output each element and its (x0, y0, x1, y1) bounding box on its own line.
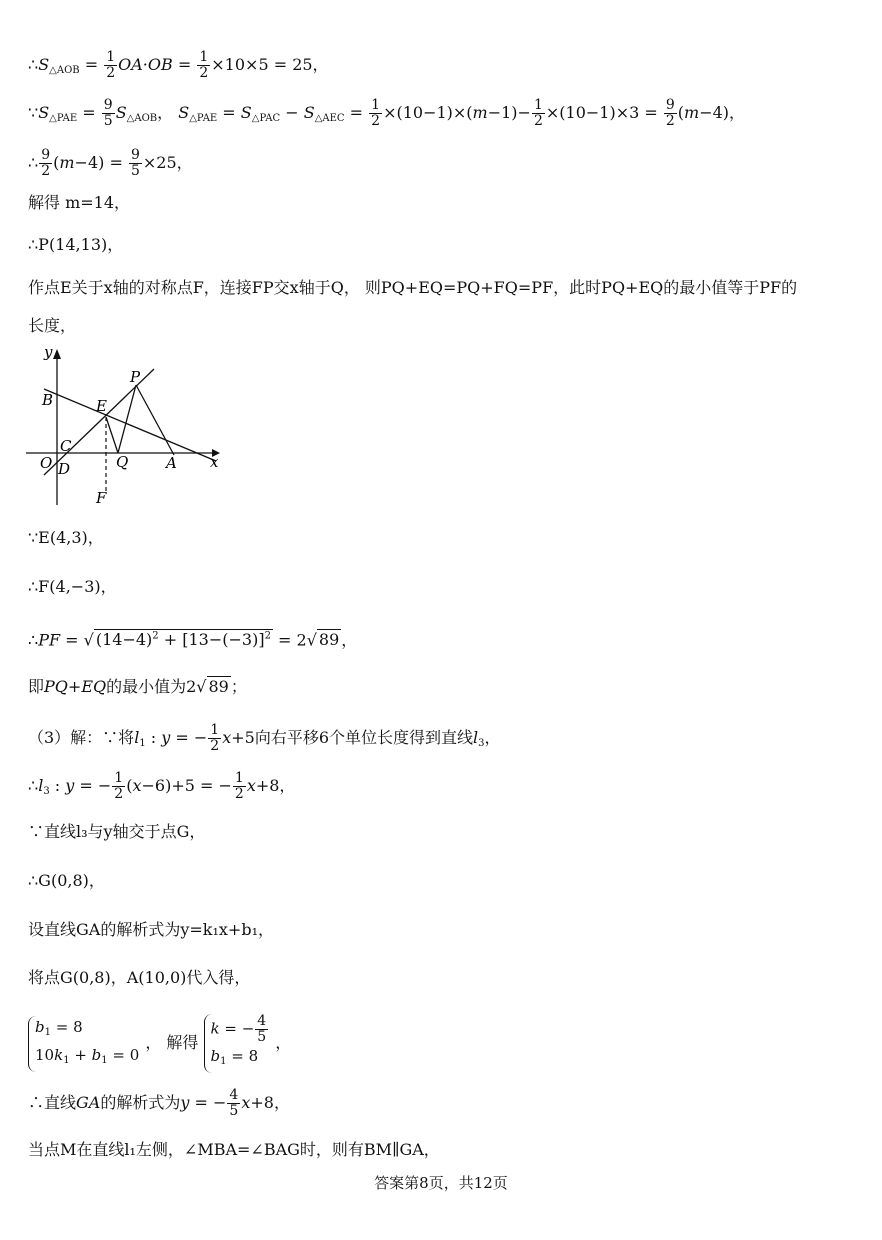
label-q: Q (116, 453, 129, 471)
label-o: O (40, 454, 53, 472)
text-substitute: 将点G(0,8)，A(10,0)代入得， (28, 968, 251, 987)
text-point-p: ∴P(14,13)， (28, 235, 124, 254)
text-case-m: 当点M在直线l₁左侧，∠MBA=∠BAG时，则有BM∥GA， (28, 1140, 440, 1159)
eq-area-aob: $\therefore S_{\triangle AOB}$ = $\frac{1}{2}$ OA·OB = $\frac{1}{2}$ ×10×5 = 25， (28, 49, 329, 81)
eq-ga-line: ∴直线GA的解析式为y = − $\frac{4}{5}$ x+8， (28, 1087, 290, 1119)
eq-area-pae: $\because S_{\triangle PAE}$ = $\frac{9}{5}$ $S_{\triangle AOB}$， $S_{\triangle PAE} = S_{\triangle PAC} - S_{\triangle AEC}$ = $\frac{1}{2}$ ×(10−1)×(m−1)− $\frac{1}{2}$ ×(10−1)×3 = $\frac{9}{2}$ (m−4)， (28, 97, 746, 129)
label-x: x (210, 453, 219, 471)
text-length: 长度， (28, 316, 77, 335)
label-c: C (60, 437, 72, 455)
text-point-f: ∴F(4,−3)， (28, 577, 117, 596)
text-point-g: ∴G(0,8)， (28, 871, 105, 890)
text-set-ga: 设直线GA的解析式为y=k₁x+b₁， (28, 920, 274, 939)
label-d: D (58, 460, 71, 478)
eq-system: $b_1 = 8$ $10k_1 + b_1 = 0$ ， 解得 k = − $\frac{4}{5}$ $b_1 = 8$ ， (28, 1014, 291, 1073)
eq-pf-length: ∴PF = √ $(14-4)^2 + [13-(-3)]^2 = 2√$ 89 ， (28, 630, 358, 650)
text-min-value: 即PQ+EQ的最小值为2√ 89 ； (28, 677, 247, 696)
text-l3-y-axis: ∵直线l₃与y轴交于点G， (28, 822, 206, 841)
label-f: F (96, 489, 107, 507)
eq-translate-l1: （3）解：∵将$l_1$ : y = − $\frac{1}{2}$ x+5向右平移6个单位长度得到直线$l_3$， (28, 722, 501, 754)
label-p: P (130, 368, 141, 386)
label-a: A (166, 454, 177, 472)
eq-l3: $\therefore l_3$ : y = − $\frac{1}{2}$ (x−6)+5 = − $\frac{1}{2}$ x+8， (28, 770, 296, 802)
text-reflection: 作点E关于x轴的对称点F，连接FP交x轴于Q， 则PQ+EQ=PQ+FQ=PF，此时PQ+EQ的最小值等于PF的 (28, 278, 798, 297)
label-e: E (96, 397, 107, 415)
text-point-e: ∵E(4,3)， (28, 528, 104, 547)
label-b: B (42, 391, 54, 409)
label-y: y (44, 345, 53, 361)
text-m-value: 解得 m=14， (28, 193, 131, 212)
eq-solve-m: ∴ $\frac{9}{2}$ (m−4) = $\frac{9}{5}$ ×25， (28, 147, 193, 179)
geometry-figure (26, 345, 226, 510)
page-footer: 答案第8页，共12页 (374, 1174, 508, 1192)
